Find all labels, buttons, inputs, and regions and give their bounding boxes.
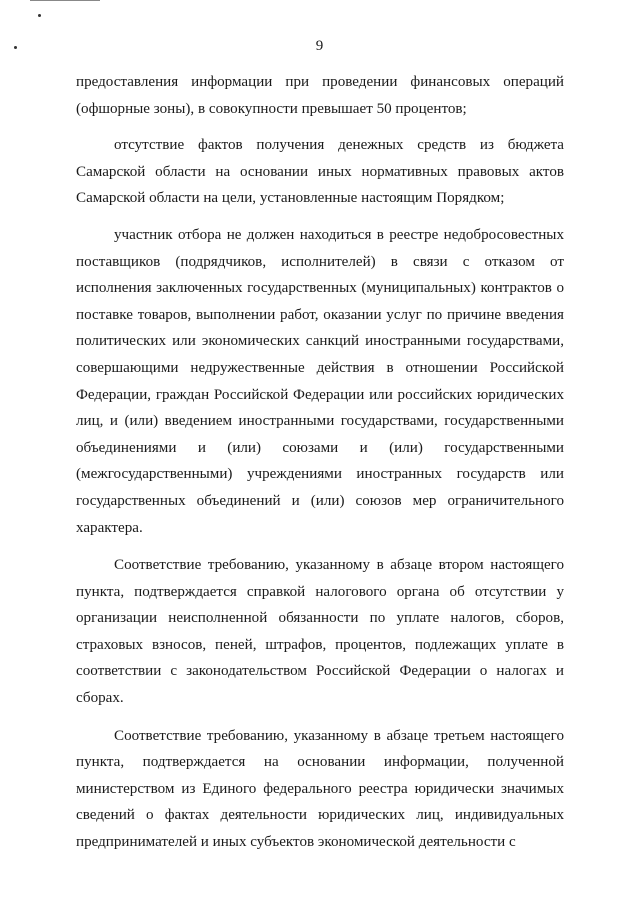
scan-speck <box>38 14 41 17</box>
paragraph-offshore-continuation: предоставления информации при проведении финансовых операций (офшорные зоны), в совокупности превышает 50 процентов; <box>76 74 564 117</box>
paragraph-tax-certificate: Соответствие требованию, указанному в абзаце втором настоящего пункта, подтверждается справкой налогового органа об отсутствии у организации неисполненной обязанности по уплате налогов, сборов, страховых взносов, пеней, штрафов, процентов, подлежащих уплате в соответствии с законодательством Российской Федерации о налогах и сборах. <box>76 557 564 707</box>
page-number: 9 <box>315 38 324 54</box>
document-body <box>76 69 564 856</box>
paragraph-federal-registry: Соответствие требованию, указанному в абзаце третьем настоящего пункта, подтверждается на основании информации, полученной министерством из Единого федерального реестра юридически значимых сведений о фактах деятельности юридических лиц, индивидуальных предпринимателей и иных субъектов экономической деятельности с <box>76 727 564 851</box>
scan-edge-line <box>30 0 100 1</box>
paragraph-unfair-suppliers-registry: участник отбора не должен находиться в реестре недобросовестных поставщиков (подрядчиков, исполнителей) в связи с отказом от исполнения заключенных государственных (муниципальных) контрактов о поставке товаров, выполнении работ, оказании услуг по причине введения политических или экономических санкций иностранными государствами, совершающими недружественные действия в отношении Российской Федерации, граждан Российской Федерации или российских юридических лиц, и (или) введением иностранными государствами, государственными объединениями и (или) союзами и (или) государственными (межгосударственными) учреждениями иностранных государств или государственных объединений и (или) союзов мер ограничительного характера. <box>76 226 564 536</box>
paragraph-no-budget-funds: отсутствие фактов получения денежных средств из бюджета Самарской области на основании иных нормативных правовых актов Самарской области на цели, установленные настоящим Порядком; <box>76 137 564 207</box>
